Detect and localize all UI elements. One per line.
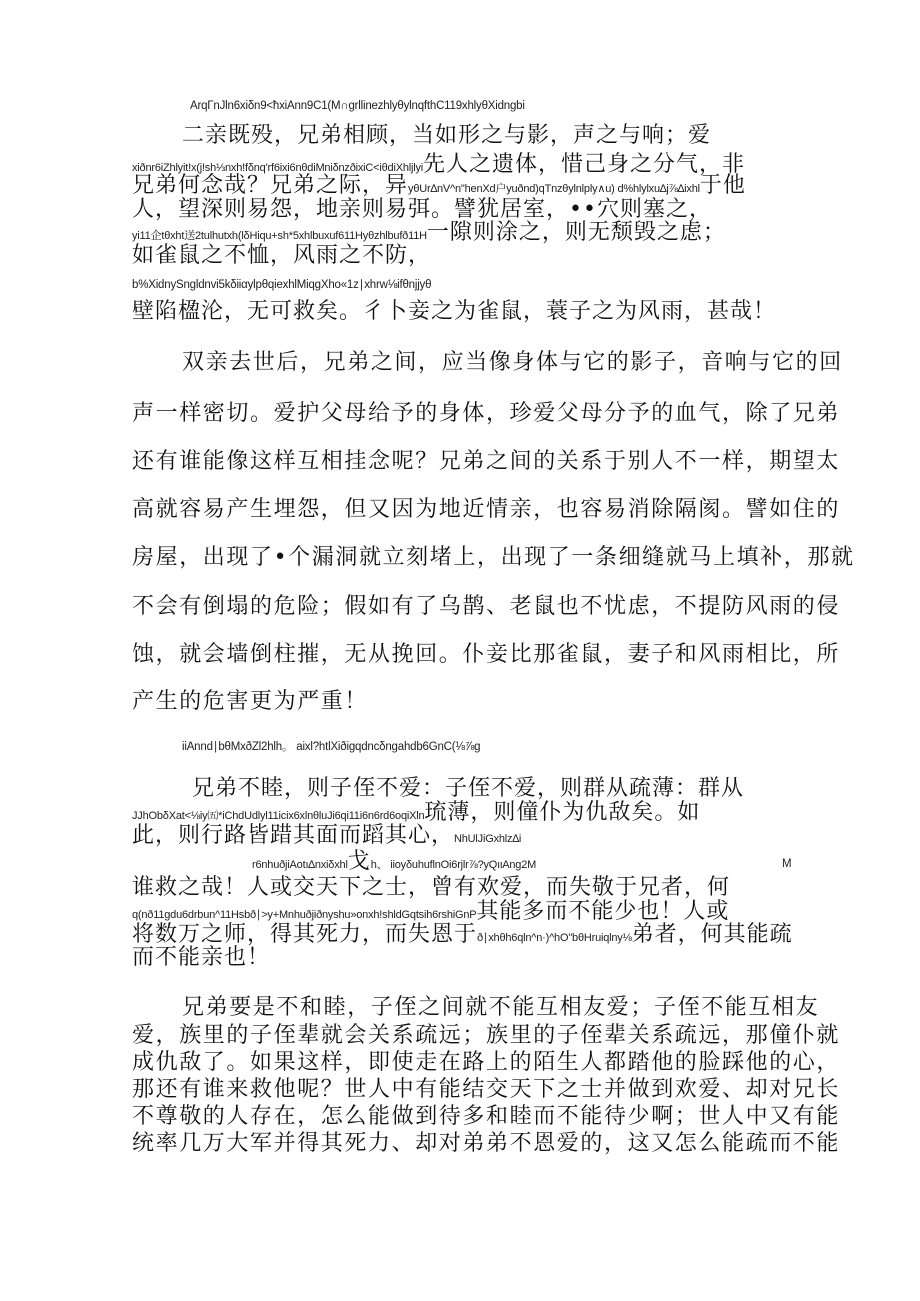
translation2-line-5: 不尊敬的人存在，怎么能做到待多和睦而不能待少啊；世人中又有能 xyxy=(132,1104,841,1129)
original-line-4: 人，望深则易怨，地亲则易弭。譬犹居室，••穴则塞之， xyxy=(132,197,712,222)
translation2-line-2: 爱，族里的子侄辈就会关系疏远；族里的子侄辈关系疏远，那僮仆就 xyxy=(132,1023,841,1048)
translation-line-7: 蚀，就会墙倒柱摧，无从挽回。仆妾比那雀鼠，妻子和风雨相比，所 xyxy=(132,642,841,667)
garbled-inline: yi11企tθxht送2tulhutxh(lδHiqu+sh*5xhlbuxuf611Hyθzhlbufð11H xyxy=(132,230,427,242)
translation2-line-6: 统率几万大军并得其死力、却对弟弟不恩爱的，这又怎么能疏而不能 xyxy=(132,1131,841,1156)
original-line-2: xiðnr6iZhlyit!x(j!sh⅓nxh!fδnq'rf6ixi6nθdiMniδnzðixiC<iθdiXhljlyi先人之遗体，惜己身之分气，非 xyxy=(132,152,746,177)
original-line-1: 二亲既殁，兄弟相顾，当如形之与影，声之与响；爱 xyxy=(182,123,712,148)
garbled-line: b%XidnySngldnvi5kδiiαylpθqiexhlMiqgXho«1z∣xhrw⅛ifθnjjyθ xyxy=(132,279,432,291)
translation-line-6: 不会有倒塌的危险；假如有了乌鹊、老鼠也不忧虑，不提防风雨的侵 xyxy=(132,594,841,619)
garbled-inline: yθUr∆nV^n"henXd户yuðnd)qTnzθylnlply∧u) d%hlylxu∆j⅞∆ixhl xyxy=(408,183,700,195)
original2-line-2: JJhObδXat<⅛iy㈤*iChdUdlyl11icix6xlnθluJi6qi11i6n6rd6oqiXln琉薄，则僮仆为仇敌矣。如 xyxy=(132,800,701,825)
original-line-6: 如雀鼠之不恤，风雨之不防， xyxy=(132,243,432,268)
translation2-line-4: 那还有谁来救他呢？世人中有能结交天下之士并做到欢爱、却对兄长 xyxy=(132,1077,841,1102)
translation-line-4: 高就容易产生埋怨，但又因为地近情亲，也容易消除隔阂。譬如住的 xyxy=(132,497,841,522)
translation-line-2: 声一样密切。爱护父母给予的身体，珍爱父母分予的血气，除了兄弟 xyxy=(132,401,841,426)
garbled-fragment: M xyxy=(782,858,792,870)
original2-line-4: r6nhuðjiAotı∆nxiδxhl戈h、 iioyδuhuflnOi6rjlr⅞?yQıιAng2M xyxy=(252,849,537,874)
translation2-line-3: 成仇敌了。如果这样，即使走在路上的陌生人都踏他的脸踩他的心， xyxy=(132,1050,841,1075)
translation-line-5: 房屋，出现了•个漏洞就立刻堵上，出现了一条细缝就马上填补，那就 xyxy=(132,545,855,570)
garbled-inline: xiðnr6iZhlyit!x(j!sh⅓nxh!fδnq'rf6ixi6nθdiMniδnzðixiC<iθdiXhljlyi xyxy=(132,162,424,174)
garbled-header-line: ArqΓnJln6xiδn9<ħxiAnn9C1(M∩grllinezhlyθylnqfthC119xhlyθXidngbi xyxy=(190,100,525,112)
garbled-section-header: iiAnnd∣bθMxðZl2hlh。 aixl?htlXiðigqdncδngahdb6GnC(⅛⅞g xyxy=(182,741,481,753)
original-line-3: 兄弟何念哉？兄弟之际，异yθUr∆nV^n"henXd户yuðnd)qTnzθylnlply∧u) d%hlylxu∆j⅞∆ixhl于他 xyxy=(132,173,746,198)
translation-line-3: 还有谁能像这样互相挂念呢？兄弟之间的关系于别人不一样，期望太 xyxy=(132,449,841,474)
garbled-inline: q(nð11gdu6drbun^11Hsbð∣>y+Mnhuðjiðnyshu»onxh!shldGqtsih6rshiGnP xyxy=(132,909,477,921)
garbled-inline: ð∣xhθh6qln^n·)^hO"bθHruiqlny⅛ xyxy=(477,932,632,944)
original2-line-7: 将数万之师，得其死力，而失恩于ð∣xhθh6qln^n·)^hO"bθHruiqlny⅛弟者，何其能疏 xyxy=(132,922,793,947)
garbled-inline: r6nhuðjiAotı∆nxiδxhl xyxy=(252,859,348,871)
original-line-7: 壁陷楹沦，无可救矣。彳卜妾之为雀鼠，蓑子之为风雨，甚哉！ xyxy=(132,299,777,324)
original2-line-3: 此，则行路皆踖其面而蹈其心，NhUlJiGxhlz∆i xyxy=(132,823,522,848)
translation2-line-1: 兄弟要是不和睦，子侄之间就不能互相友爱；子侄不能互相友 xyxy=(182,995,820,1020)
original2-line-5: 谁救之哉！人或交天下之士，曾有欢爱，而失敬于兄者，何 xyxy=(132,875,731,900)
translation-line-1: 双亲去世后，兄弟之间，应当像身体与它的影子，音响与它的回 xyxy=(182,350,843,375)
garbled-inline: h、 iioyδuhuflnOi6rjlr⅞?yQıιAng2M xyxy=(370,859,537,871)
original2-line-1: 兄弟不睦，则子侄不爱：子侄不爱，则群从疏薄：群从 xyxy=(192,776,745,801)
original2-line-6: q(nð11gdu6drbun^11Hsbð∣>y+Mnhuðjiðnyshu»onxh!shldGqtsih6rshiGnP其能多而不能少也！人或 xyxy=(132,899,730,924)
garbled-inline: NhUlJiGxhlz∆i xyxy=(454,833,522,845)
original-line-5: yi11企tθxht送2tulhutxh(lδHiqu+sh*5xhlbuxuf611Hyθzhlbufð11H一隙则涂之，则无颓毁之虑； xyxy=(132,220,726,245)
translation-line-8: 产生的危害更为严重！ xyxy=(132,689,369,714)
garbled-inline: JJhObδXat<⅛iy㈤*iChdUdlyl11icix6xlnθluJi6qi11i6n6rd6oqiXln xyxy=(132,810,425,822)
original2-line-8: 而不能亲也！ xyxy=(132,945,271,970)
